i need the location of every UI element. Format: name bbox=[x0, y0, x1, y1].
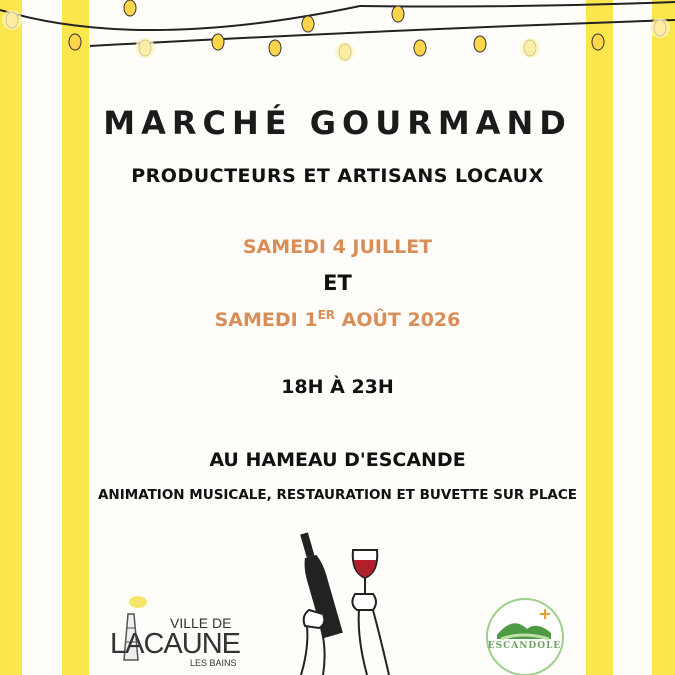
escandole-logo bbox=[477, 595, 572, 675]
string-lights-icon bbox=[0, 0, 675, 80]
event-location: AU HAMEAU D'ESCANDE bbox=[209, 449, 466, 471]
event-subtitle: PRODUCTEURS ET ARTISANS LOCAUX bbox=[131, 165, 544, 187]
date-second-prefix: SAMEDI 1 bbox=[214, 309, 318, 331]
stripe-left-inner bbox=[62, 0, 89, 675]
event-title: MARCHÉ GOURMAND bbox=[103, 104, 572, 142]
date-second bbox=[0, 308, 675, 331]
wine-toast-icon bbox=[293, 528, 398, 675]
date-first: SAMEDI 4 JUILLET bbox=[242, 236, 433, 258]
stripe-right-outer bbox=[652, 0, 675, 675]
stripe-right-inner bbox=[586, 0, 613, 675]
event-hours: 18H À 23H bbox=[281, 376, 394, 398]
escandole-brand: ESCANDOLE bbox=[487, 641, 562, 651]
date-second-superscript: ER bbox=[317, 308, 336, 322]
lacaune-line1: VILLE DE bbox=[170, 615, 232, 631]
event-animation: ANIMATION MUSICALE, RESTAURATION ET BUVETTE SUR PLACE bbox=[97, 487, 577, 503]
date-second-suffix: AOÛT 2026 bbox=[335, 309, 461, 331]
date-connector: ET bbox=[323, 271, 352, 295]
lacaune-logo bbox=[100, 592, 240, 675]
lacaune-line3: LES BAINS bbox=[190, 658, 237, 668]
lacaune-line2: LACAUNE bbox=[110, 628, 240, 660]
escandole-hills-emblem-icon bbox=[479, 595, 571, 675]
stripe-left-outer bbox=[0, 0, 22, 675]
